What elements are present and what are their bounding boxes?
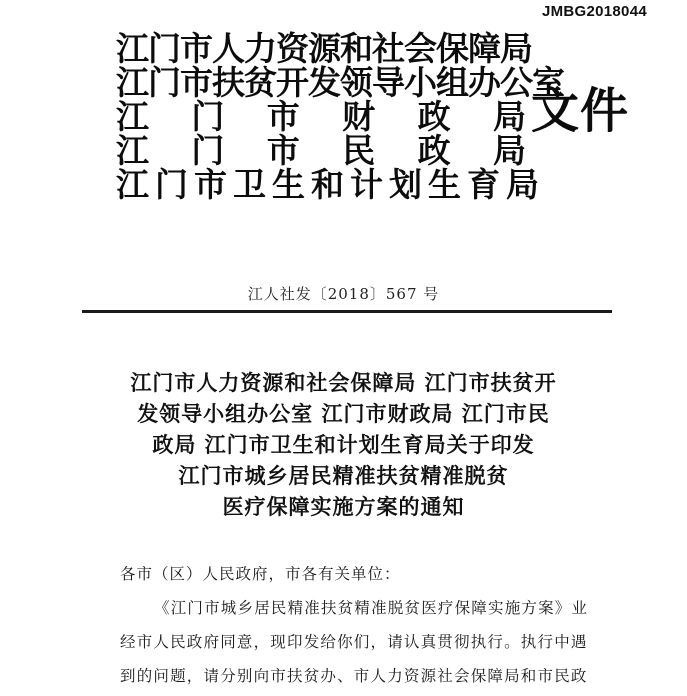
paragraph-line: 《江门市城乡居民精准扶贫精准脱贫医疗保障实施方案》业 [154, 599, 589, 617]
issuer-poverty-office: 江门市扶贫开发领导小组办公室 [116, 63, 564, 102]
paragraph-line: 到的问题，请分别向市扶贫办、市人力资源社会保障局和市民政 [120, 667, 588, 685]
header-divider [82, 310, 612, 313]
issuer-char: 民 [342, 131, 376, 170]
issuer-char: 政 [417, 131, 451, 170]
issuer-char: 市 [266, 97, 300, 136]
title-line: 医疗保障实施方案的通知 [222, 495, 465, 519]
issuer-char: 局 [492, 97, 526, 136]
salutation: 各市（区）人民政府，市各有关单位： [120, 565, 401, 583]
title-line: 江门市人力资源和社会保障局 江门市扶贫开 [130, 371, 557, 395]
issuer-char: 门 [191, 131, 225, 170]
issuer-char: 政 [417, 97, 451, 136]
document-title [0, 368, 687, 523]
document-code: JMBG2018044 [541, 3, 647, 20]
issuer-health-bureau: 江门市卫生和计划生育局 [116, 165, 545, 204]
issuer-finance-bureau [116, 97, 526, 136]
issuer-char: 门 [191, 97, 225, 136]
document-body [120, 557, 620, 693]
document-number: 江人社发〔2018〕567 号 [247, 285, 440, 303]
issuer-block [116, 29, 564, 204]
title-line: 政局 江门市卫生和计划生育局关于印发 [152, 433, 535, 457]
paragraph-line: 经市人民政府同意，现印发给你们，请认真贯彻执行。执行中遇 [120, 633, 588, 651]
title-line: 发领导小组办公室 江门市财政局 江门市民 [137, 402, 550, 426]
issuer-hr-bureau: 江门市人力资源和社会保障局 [116, 29, 532, 68]
issuer-char: 财 [342, 97, 376, 136]
title-line: 江门市城乡居民精准扶贫精准脱贫 [178, 464, 509, 488]
issuer-char: 江 [116, 131, 149, 170]
issuer-char: 局 [492, 131, 526, 170]
issuer-char: 市 [266, 131, 300, 170]
document-suffix: 文件 [531, 83, 630, 139]
issuer-char: 江 [116, 97, 149, 136]
issuer-civil-affairs-bureau [116, 131, 526, 170]
